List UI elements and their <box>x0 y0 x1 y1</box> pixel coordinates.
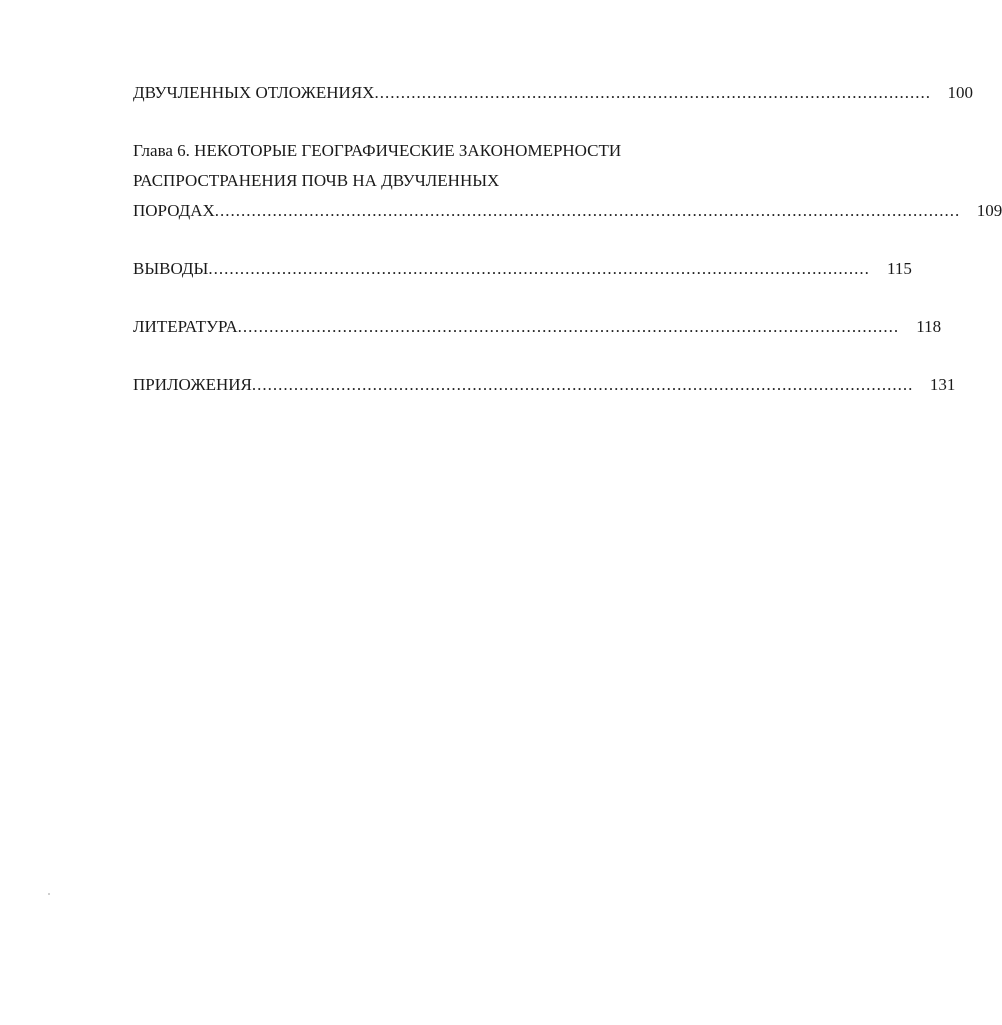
toc-row <box>133 254 912 284</box>
toc-page-number: 100 <box>947 83 973 102</box>
dot-leader: .............................................................................................................................. <box>208 259 870 278</box>
toc-entry-line: Глава 6. НЕКОТОРЫЕ ГЕОГРАФИЧЕСКИЕ ЗАКОНОМЕРНОСТИ <box>133 141 622 160</box>
toc-entry <box>133 78 973 108</box>
toc-entry <box>133 254 912 284</box>
toc-row <box>133 312 942 342</box>
dot-leader: .......................................................................................................... <box>374 83 931 102</box>
toc-page-number: 131 <box>929 375 956 394</box>
toc-entry-title: ВЫВОДЫ <box>133 259 209 278</box>
toc-entry-title: ПРИЛОЖЕНИЯ <box>133 375 252 394</box>
toc-page-number: 109 <box>976 201 1002 220</box>
toc-row <box>133 196 1002 226</box>
toc-row <box>133 78 973 108</box>
table-of-contents <box>133 78 1002 400</box>
toc-page-number: 118 <box>916 317 942 336</box>
toc-entry <box>133 370 956 400</box>
scan-speck <box>48 893 50 895</box>
toc-entry-line: РАСПРОСТРАНЕНИЯ ПОЧВ НА ДВУЧЛЕННЫХ <box>133 171 500 190</box>
dot-leader: .............................................................................................................................. <box>251 375 914 394</box>
toc-entry-title: ЛИТЕРАТУРА <box>133 317 238 336</box>
toc-entry-title: ПОРОДАХ <box>133 201 215 220</box>
toc-entry <box>133 312 942 342</box>
dot-leader: .............................................................................................................................................. <box>214 201 961 220</box>
toc-row <box>133 370 956 400</box>
toc-entry-title: ДВУЧЛЕННЫХ ОТЛОЖЕНИЯХ <box>133 83 375 102</box>
toc-page-number: 115 <box>886 259 912 278</box>
toc-entry-chapter-6 <box>133 136 1002 226</box>
dot-leader: .............................................................................................................................. <box>237 317 900 336</box>
